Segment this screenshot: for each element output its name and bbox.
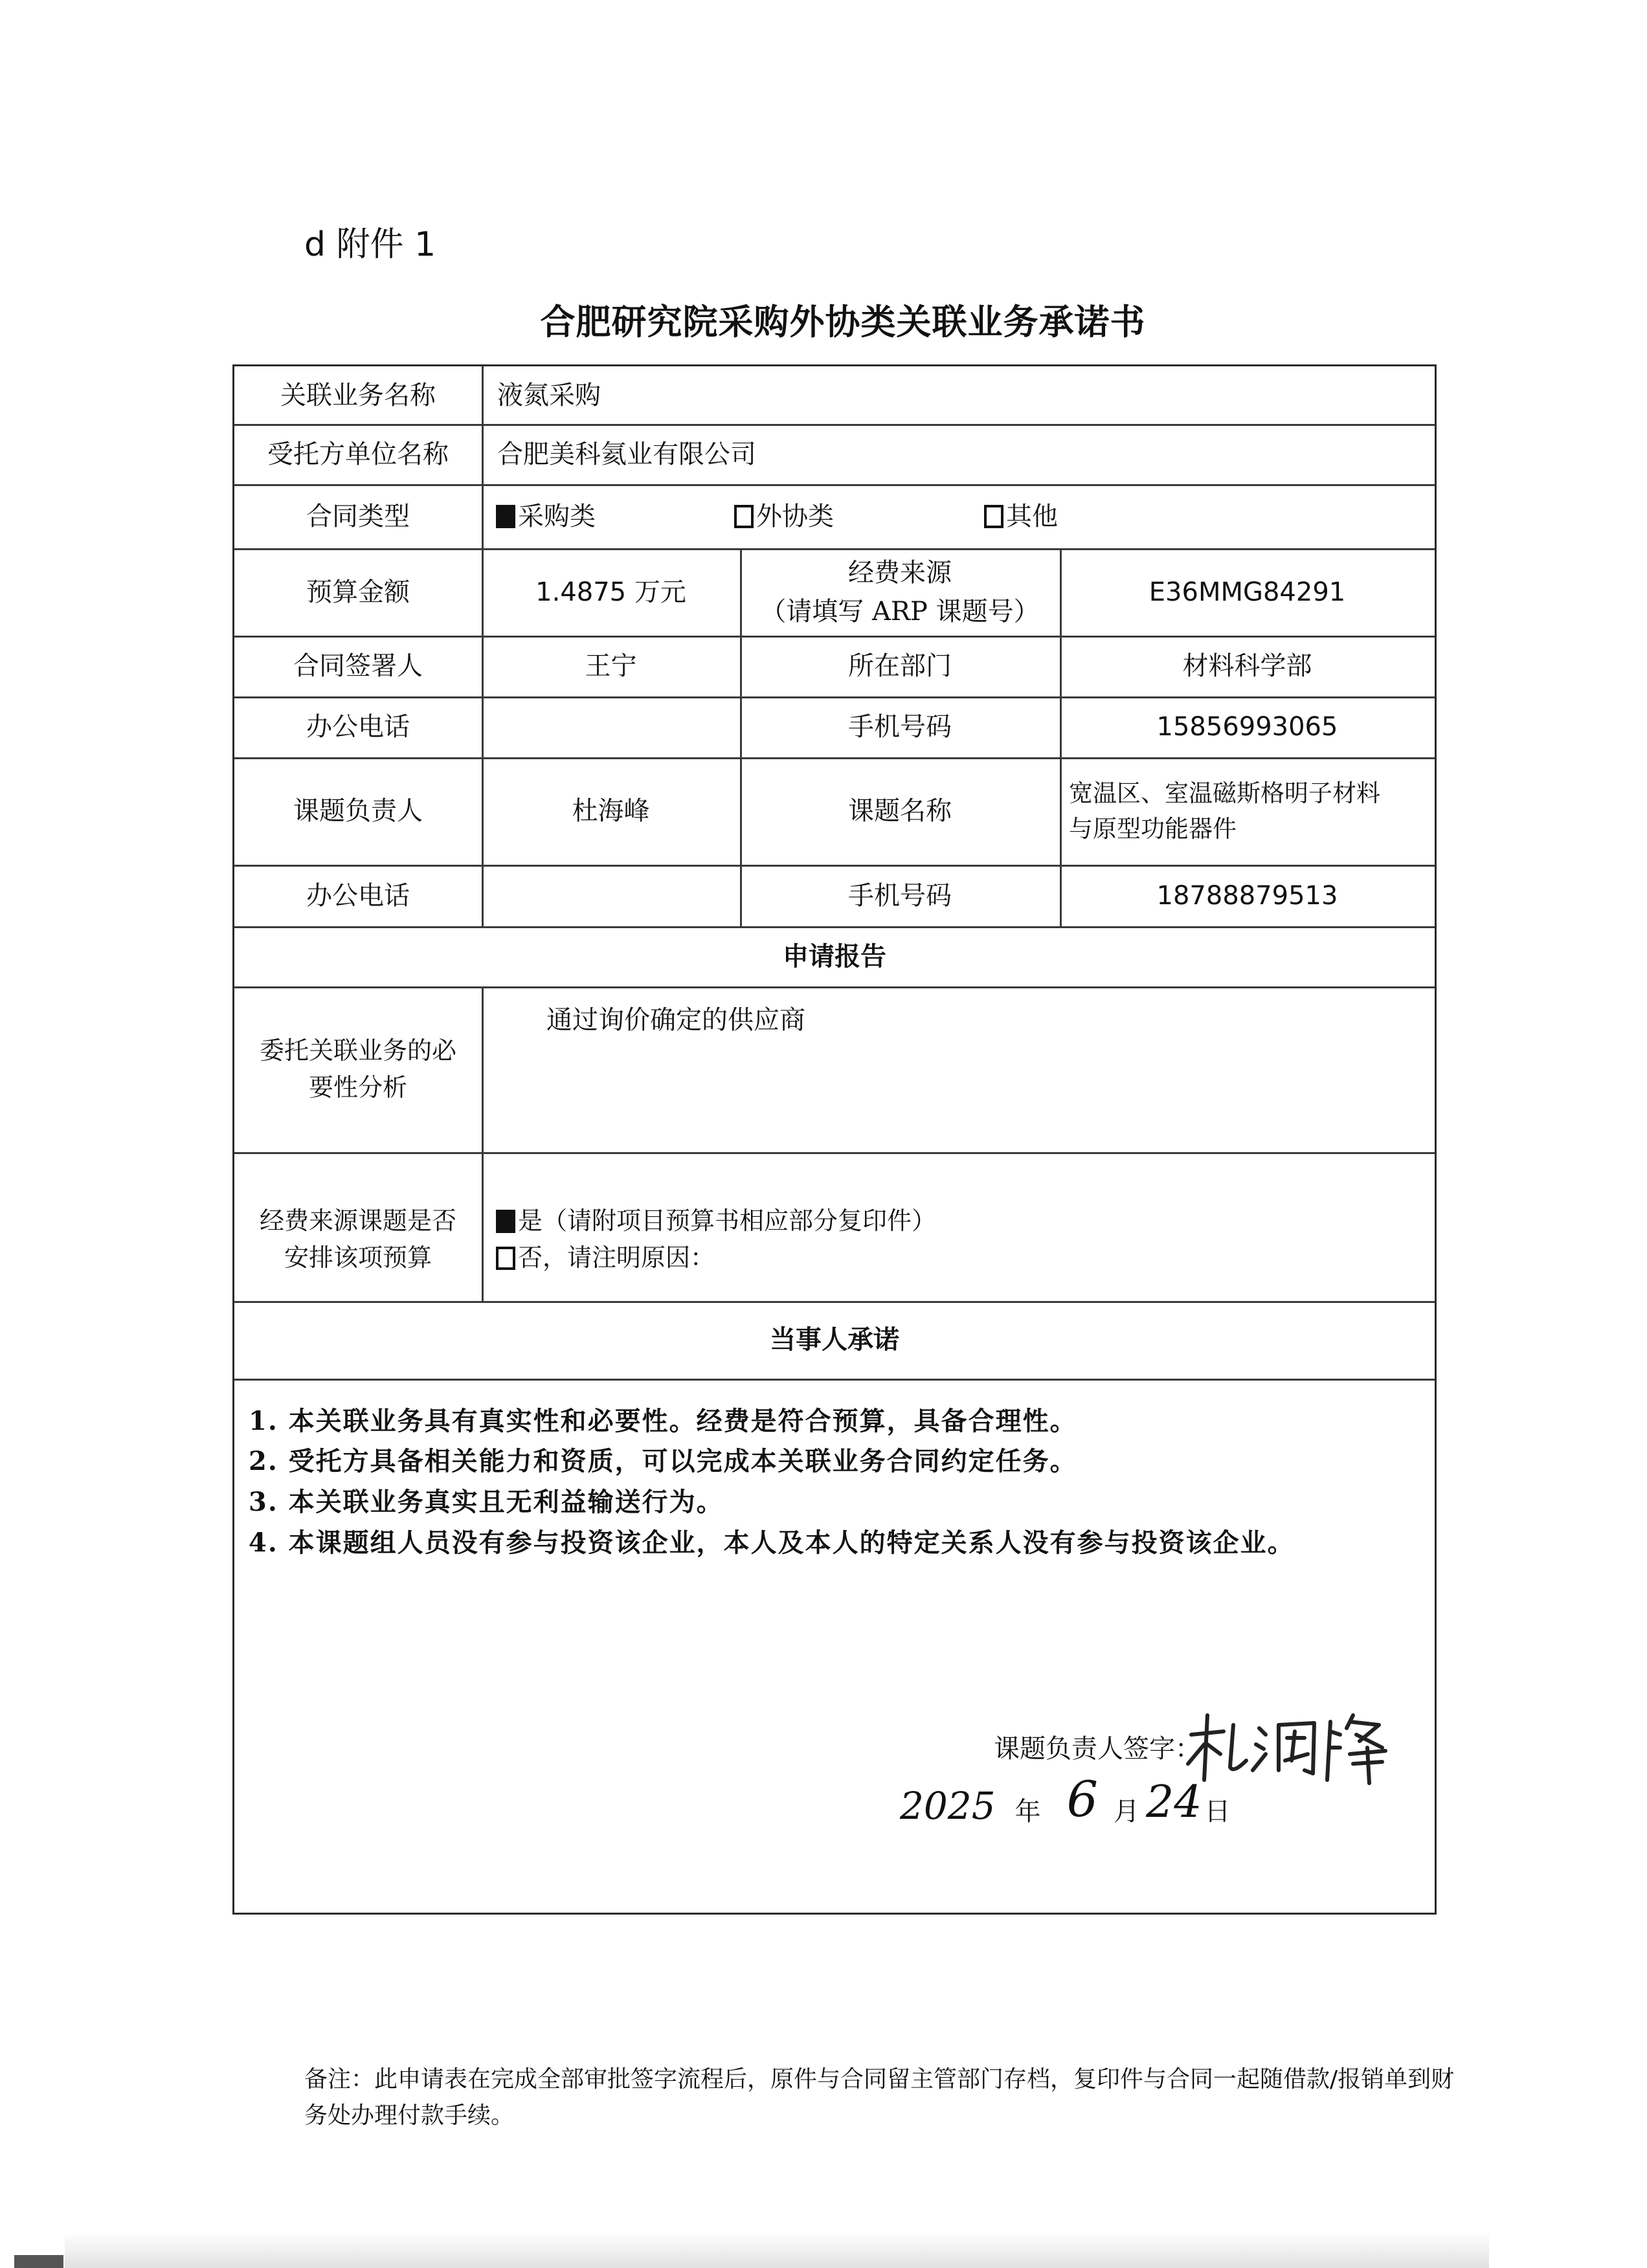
- signer-label: 合同签署人: [293, 651, 423, 681]
- budget-question-label-line2: 安排该项预算: [284, 1243, 432, 1272]
- contractor-name-label: 受托方单位名称: [267, 439, 449, 469]
- contract-type-label: 合同类型: [306, 501, 410, 531]
- contract-type-option-other[interactable]: [984, 497, 1058, 536]
- signer-office-phone-label: 办公电话: [306, 712, 410, 742]
- budget-question-options: [482, 1152, 1435, 1301]
- checked-checkbox-icon[interactable]: [496, 1210, 515, 1233]
- necessity-value: 通过询价确定的供应商: [546, 1005, 805, 1035]
- empty-checkbox-icon[interactable]: [734, 505, 754, 528]
- lead-mobile-value: 18788879513: [1156, 880, 1338, 911]
- budget-label: 预算金额: [306, 577, 410, 607]
- footer-note: 备注：此申请表在完成全部审批签字流程后，原件与合同留主管部门存档，复印件与合同一起随借款/报销单到财务处办理付款手续。: [304, 2066, 1455, 2129]
- option-label: 外协类: [756, 501, 834, 531]
- project-lead-label: 课题负责人: [293, 796, 423, 826]
- project-lead-value: 杜海峰: [572, 796, 650, 826]
- necessity-label-line2: 要性分析: [308, 1073, 407, 1102]
- budget-option-no[interactable]: [496, 1240, 715, 1276]
- date-year: 2025: [900, 1784, 996, 1828]
- budget-question-label: [234, 1152, 482, 1301]
- project-name-value: [1060, 757, 1435, 865]
- project-name-line2: 与原型功能器件: [1069, 815, 1237, 843]
- funding-source-label: [740, 548, 1060, 636]
- application-section-title: 申请报告: [783, 941, 886, 972]
- date-year-unit: 年: [1014, 1797, 1041, 1827]
- project-name-line1: 宽温区、室温磁斯格明子材料: [1069, 779, 1380, 807]
- signer-mobile-value: 15856993065: [1156, 712, 1338, 742]
- signature-date: [900, 1770, 1231, 1828]
- commitment-item: 4. 本课题组人员没有参与投资该企业，本人及本人的特定关系人没有参与投资该企业。: [249, 1528, 1295, 1558]
- signer-value: 王宁: [585, 651, 637, 681]
- funding-source-value: E36MMG84291: [1148, 577, 1346, 607]
- option-label: 采购类: [518, 501, 596, 531]
- lead-office-phone-value: [482, 865, 740, 926]
- scan-shadow: [65, 2232, 1489, 2268]
- business-name-value: 液氮采购: [497, 380, 601, 410]
- commitment-item: 1. 本关联业务具有真实性和必要性。经费是符合预算，具备合理性。: [249, 1406, 1077, 1436]
- commitment-section-title: 当事人承诺: [770, 1325, 899, 1355]
- project-name-label: 课题名称: [848, 796, 952, 826]
- option-label: 是（请附项目预算书相应部分复印件）: [518, 1206, 937, 1235]
- option-label: 否，请注明原因：: [518, 1243, 715, 1272]
- lead-office-phone-label: 办公电话: [306, 880, 410, 911]
- empty-checkbox-icon[interactable]: [984, 505, 1003, 528]
- signer-mobile-label: 手机号码: [848, 712, 952, 742]
- date-month-unit: 月: [1113, 1797, 1139, 1827]
- budget-question-label-line1: 经费来源课题是否: [259, 1206, 456, 1235]
- option-label: 其他: [1006, 501, 1058, 531]
- business-name-label: 关联业务名称: [280, 380, 436, 410]
- commitment-item: 2. 受托方具备相关能力和资质，可以完成本关联业务合同约定任务。: [249, 1446, 1077, 1476]
- signature-label: 课题负责人签字：: [994, 1734, 1201, 1764]
- checked-checkbox-icon[interactable]: [496, 505, 515, 528]
- budget-option-yes[interactable]: [496, 1203, 936, 1240]
- scan-edge-mark: [14, 2255, 63, 2268]
- date-day: 24: [1145, 1777, 1202, 1828]
- contract-type-options: [482, 484, 1435, 548]
- contract-type-option-purchase[interactable]: [496, 497, 734, 536]
- funding-source-label-line2: （请填写 ARP 课题号）: [760, 596, 1040, 627]
- signer-office-phone-value: [482, 696, 740, 757]
- budget-value: 1.4875 万元: [535, 577, 686, 607]
- lead-mobile-label: 手机号码: [848, 880, 952, 911]
- contract-type-option-outsourcing[interactable]: [734, 497, 984, 536]
- attachment-label: d 附件 1: [304, 225, 436, 264]
- necessity-label-line1: 委托关联业务的必: [259, 1036, 456, 1065]
- empty-checkbox-icon[interactable]: [496, 1247, 515, 1270]
- contractor-name-value: 合肥美科氦业有限公司: [497, 439, 756, 469]
- document-title: 合肥研究院采购外协类关联业务承诺书: [540, 302, 1146, 342]
- department-label: 所在部门: [848, 651, 952, 681]
- necessity-label: [234, 986, 482, 1152]
- department-value: 材料科学部: [1182, 651, 1312, 681]
- date-day-unit: 日: [1204, 1797, 1231, 1827]
- commitment-item: 3. 本关联业务真实且无利益输送行为。: [249, 1487, 724, 1517]
- funding-source-label-line1: 经费来源: [848, 557, 952, 588]
- date-month: 6: [1066, 1770, 1098, 1828]
- commitment-form-table: [232, 364, 1437, 1915]
